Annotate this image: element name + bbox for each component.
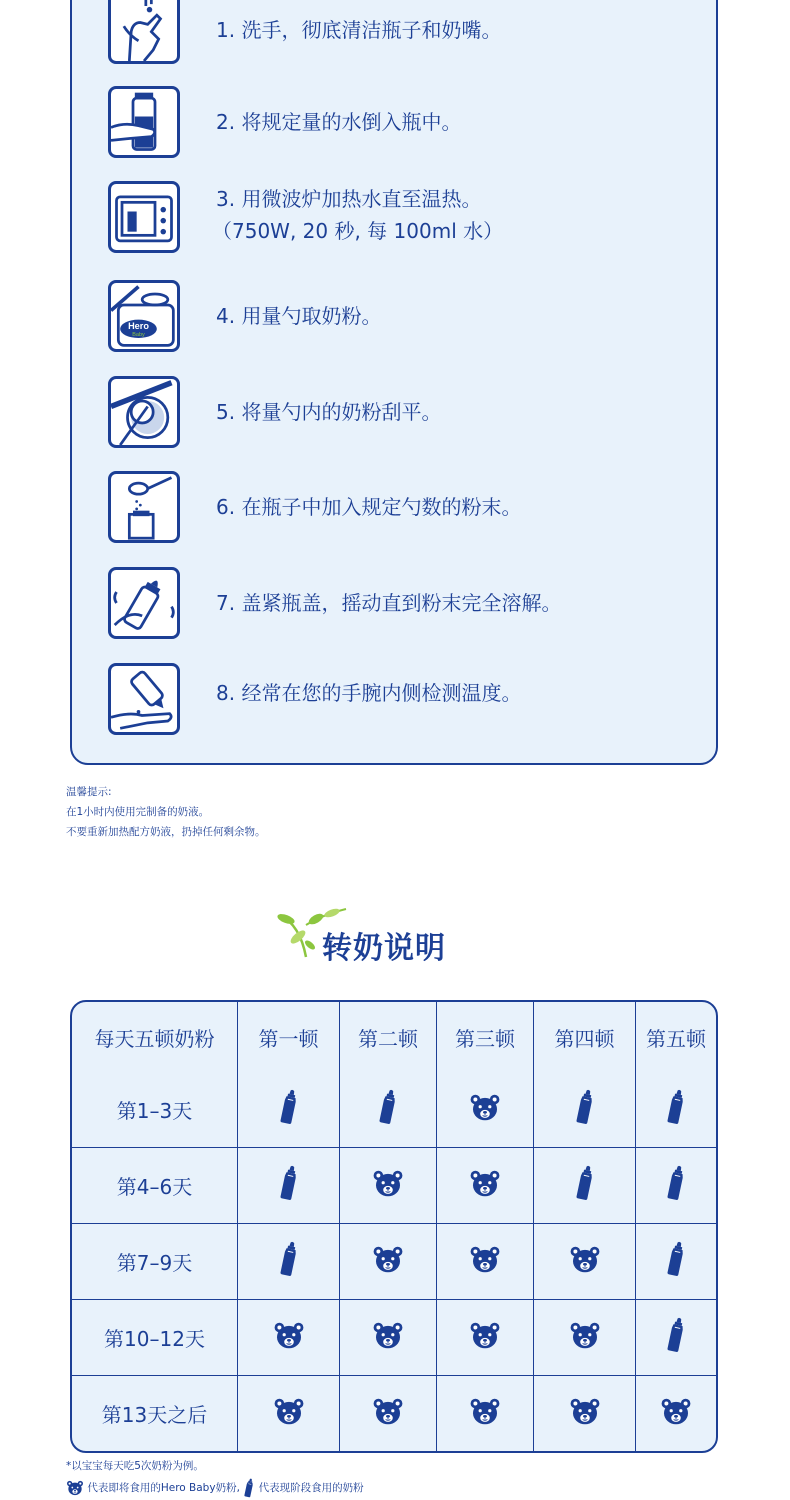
bottle-legend-text: 代表现阶段食用的奶粉 [258, 1482, 364, 1494]
bear-icon [372, 1245, 404, 1274]
table-header: 第三顿 [437, 1002, 534, 1072]
bear-icon [660, 1397, 692, 1426]
tips-line-2: 不要重新加热配方奶液，扔掉任何剩余物。 [66, 826, 266, 838]
bear-icon [569, 1245, 601, 1274]
bear-cell [437, 1072, 534, 1148]
table-row [72, 1376, 716, 1451]
bottle-icon [665, 1239, 687, 1279]
step-3 [108, 181, 718, 257]
microwave-icon [108, 181, 180, 253]
bear-cell [437, 1300, 534, 1376]
bottle-cell [238, 1148, 340, 1224]
table-header: 每天五顿奶粉 [72, 1002, 238, 1072]
bottle-icon [574, 1163, 596, 1203]
tips [66, 782, 266, 842]
step-2-label: 2. 将规定量的水倒入瓶中。 [216, 110, 462, 134]
step-7-label: 7. 盖紧瓶盖，摇动直到粉末完全溶解。 [216, 591, 562, 615]
step-6 [108, 471, 718, 547]
bottle-icon [243, 1477, 255, 1499]
scoop-powder-icon [108, 280, 180, 352]
level-scoop-icon [108, 376, 180, 448]
footnote [66, 1455, 364, 1499]
bottle-cell [238, 1072, 340, 1148]
step-5 [108, 376, 718, 452]
step-4-label: 4. 用量勺取奶粉。 [216, 304, 382, 328]
step-2 [108, 86, 718, 162]
bear-cell [534, 1300, 636, 1376]
bear-icon [569, 1397, 601, 1426]
shake-bottle-icon [108, 567, 180, 639]
step-8 [108, 663, 718, 739]
tips-line-1: 在1小时内使用完制备的奶液。 [66, 806, 210, 818]
step-6-label: 6. 在瓶子中加入规定勺数的粉末。 [216, 495, 522, 519]
footnote-legend [66, 1477, 364, 1499]
table-row [72, 1072, 716, 1148]
section-title [270, 905, 490, 965]
bottle-icon [665, 1163, 687, 1203]
step-1-label: 1. 洗手，彻底清洁瓶子和奶嘴。 [216, 18, 502, 42]
bottle-cell [636, 1148, 716, 1224]
bottle-icon [377, 1087, 399, 1127]
step-1 [108, 0, 718, 68]
step-3-label [212, 183, 504, 247]
row-label: 第13天之后 [72, 1376, 238, 1451]
bear-cell [340, 1224, 437, 1300]
table-row [72, 1300, 716, 1376]
bottle-cell [238, 1224, 340, 1300]
bottle-icon [665, 1315, 687, 1355]
bear-icon [66, 1480, 84, 1496]
bear-cell [340, 1148, 437, 1224]
step-3-line1: 3. 用微波炉加热水直至温热。 [216, 187, 482, 211]
step-5-label: 5. 将量勺内的奶粉刮平。 [216, 400, 442, 424]
brand-baby: Baby [132, 332, 145, 339]
bear-icon [469, 1169, 501, 1198]
bottle-cell [636, 1300, 716, 1376]
bear-cell [340, 1300, 437, 1376]
bear-legend-text: 代表即将食用的Hero Baby奶粉, [87, 1482, 240, 1494]
bottle-cell [534, 1072, 636, 1148]
bear-cell [636, 1376, 716, 1451]
bottle-cell [636, 1072, 716, 1148]
table-row [72, 1224, 716, 1300]
bottle-cell [636, 1224, 716, 1300]
row-label: 第10–12天 [72, 1300, 238, 1376]
tips-heading: 温馨提示: [66, 786, 112, 798]
bear-icon [469, 1397, 501, 1426]
bear-cell [534, 1376, 636, 1451]
table-header: 第二顿 [340, 1002, 437, 1072]
pour-water-icon [108, 86, 180, 158]
table-header: 第五顿 [646, 1026, 706, 1051]
bottle-icon [574, 1087, 596, 1127]
bear-icon [273, 1321, 305, 1350]
bear-icon [469, 1321, 501, 1350]
step-4 [108, 280, 718, 356]
step-3-line2: （750W, 20 秒, 每 100ml 水） [212, 219, 504, 243]
bear-cell [437, 1376, 534, 1451]
bear-cell [340, 1376, 437, 1451]
bear-cell [238, 1376, 340, 1451]
table-row [72, 1148, 716, 1224]
wrist-test-icon [108, 663, 180, 735]
bottle-cell [534, 1148, 636, 1224]
bear-icon [469, 1245, 501, 1274]
bear-cell [534, 1224, 636, 1300]
bear-icon [273, 1397, 305, 1426]
row-label: 第1–3天 [72, 1072, 238, 1148]
bear-icon [372, 1321, 404, 1350]
bear-cell [238, 1300, 340, 1376]
section-title-text: 转奶说明 [322, 931, 446, 966]
bear-icon [372, 1169, 404, 1198]
bear-cell [437, 1148, 534, 1224]
hand-washing-icon [108, 0, 180, 64]
bear-icon [469, 1093, 501, 1122]
footnote-line-1: *以宝宝每天吃5次奶粉为例。 [66, 1460, 204, 1472]
transition-table [70, 1000, 718, 1453]
add-powder-icon [108, 471, 180, 543]
bottle-icon [278, 1163, 300, 1203]
bear-cell [437, 1224, 534, 1300]
bear-icon [372, 1397, 404, 1426]
row-label: 第7–9天 [72, 1224, 238, 1300]
row-label: 第4–6天 [72, 1148, 238, 1224]
step-7 [108, 567, 718, 643]
brand-hero: Hero [128, 320, 149, 331]
table-header-row [72, 1002, 716, 1072]
step-8-label: 8. 经常在您的手腕内侧检测温度。 [216, 681, 522, 705]
bottle-icon [278, 1239, 300, 1279]
table-header: 第四顿 [534, 1002, 636, 1072]
bottle-icon [665, 1087, 687, 1127]
bottle-icon [278, 1087, 300, 1127]
table-header: 第一顿 [238, 1002, 340, 1072]
bear-icon [569, 1321, 601, 1350]
bottle-cell [340, 1072, 437, 1148]
